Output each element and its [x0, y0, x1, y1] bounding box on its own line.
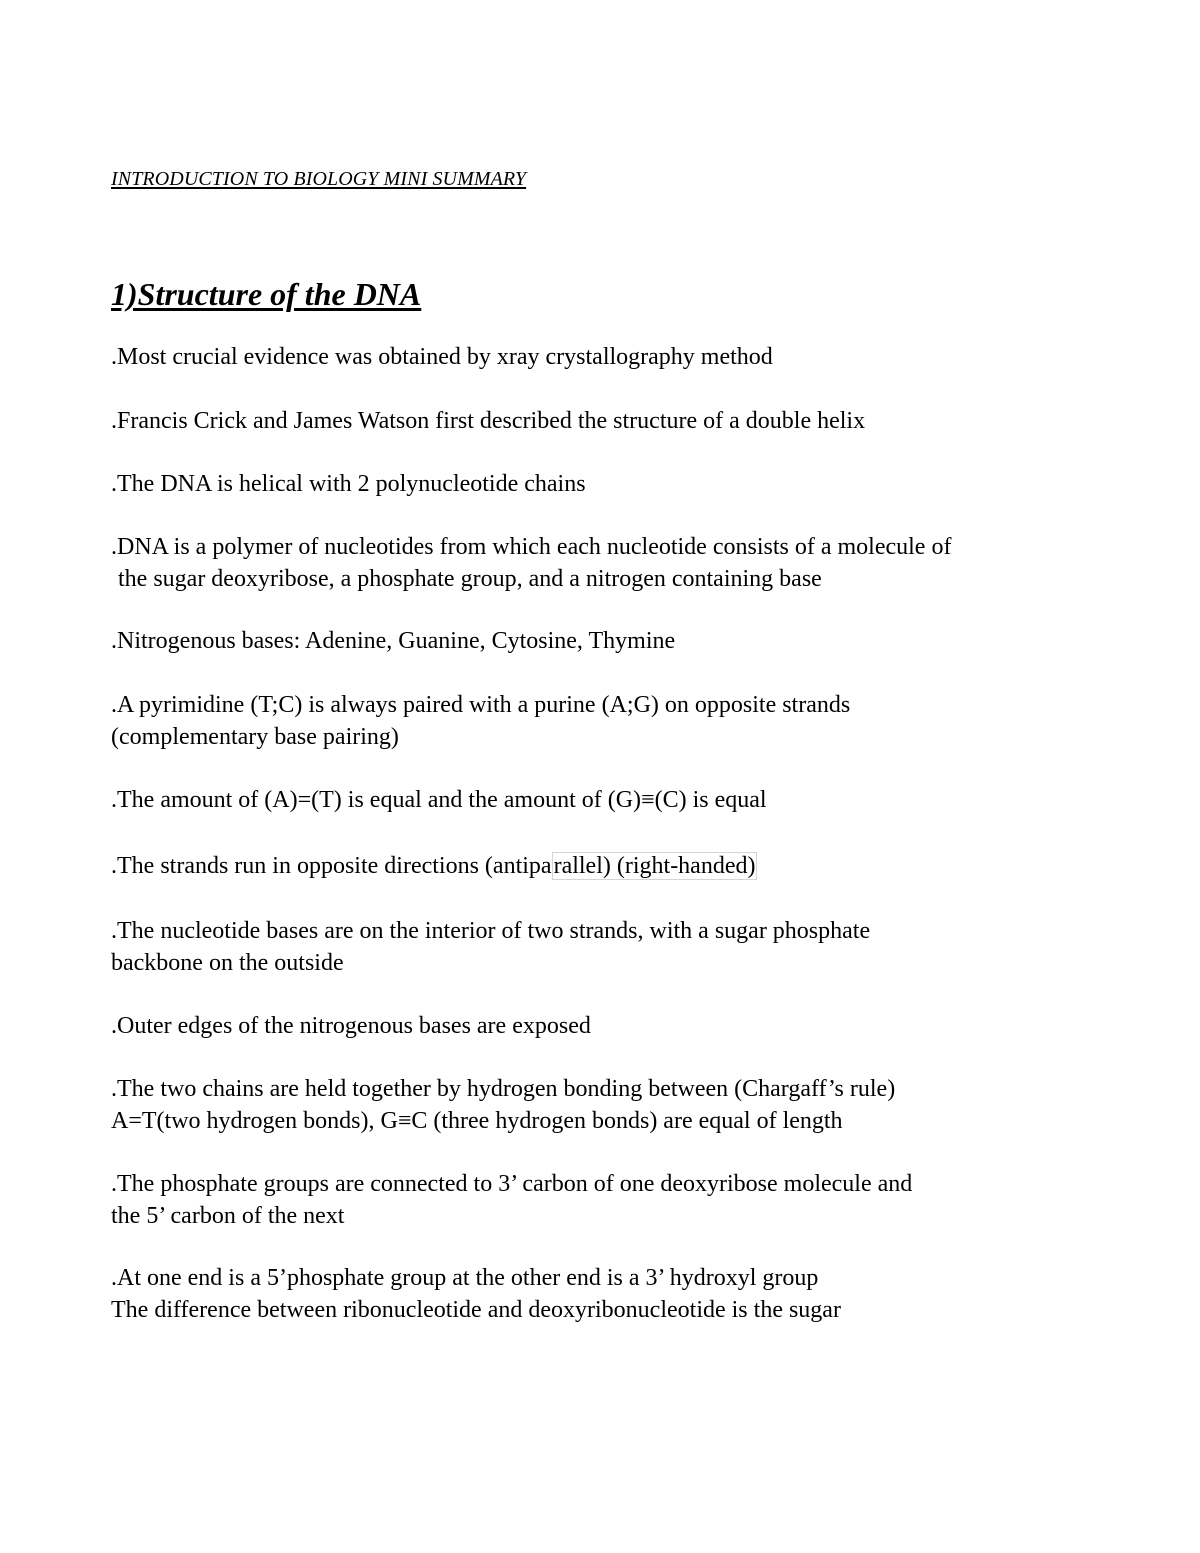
paragraph-line: .At one end is a 5’phosphate group at the other end is a 3’ hydroxyl group [111, 1265, 819, 1291]
paragraph-outer-edges [111, 1010, 1101, 1042]
paragraph-line: .The two chains are held together by hydrogen bonding between (Chargaff’s rule) [111, 1076, 896, 1102]
paragraph-line: .The amount of (A)=(T) is equal and the amount of (G)≡(C) is equal [111, 787, 767, 813]
paragraph-line: The difference between ribonucleotide and deoxyribonucleotide is the sugar [111, 1297, 841, 1323]
paragraph-line: the sugar deoxyribose, a phosphate group, and a nitrogen containing base [118, 566, 822, 592]
paragraph-line: .Outer edges of the nitrogenous bases are exposed [111, 1013, 591, 1039]
section-heading: 1)Structure of the DNA [111, 276, 422, 312]
paragraph-line: .Francis Crick and James Watson first described the structure of a double helix [111, 408, 866, 434]
paragraph-antiparallel [111, 850, 1101, 882]
paragraph-ends [111, 1262, 1101, 1326]
paragraph-line: A=T(two hydrogen bonds), G≡C (three hydrogen bonds) are equal of length [111, 1108, 843, 1134]
paragraph-line: .Most crucial evidence was obtained by xray crystallography method [111, 344, 773, 370]
paragraph-line: .Nitrogenous bases: Adenine, Guanine, Cytosine, Thymine [111, 628, 676, 654]
text-run: .The strands run in opposite directions (antipa [111, 853, 552, 879]
paragraph-line: .DNA is a polymer of nucleotides from which each nucleotide consists of a molecule of [111, 534, 952, 560]
paragraph-polymer [111, 531, 1101, 595]
paragraph-base-pairing [111, 689, 1101, 753]
document-title: INTRODUCTION TO BIOLOGY MINI SUMMARY [111, 168, 527, 190]
paragraph-line: .The phosphate groups are connected to 3’ carbon of one deoxyribose molecule and [111, 1171, 913, 1197]
paragraph-xray-evidence [111, 341, 1101, 373]
paragraph-hydrogen-bonding [111, 1073, 1101, 1137]
paragraph-crick-watson [111, 405, 1101, 437]
paragraph-line: .The nucleotide bases are on the interior of two strands, with a sugar phosphate [111, 918, 871, 944]
paragraph-nitrogenous-bases [111, 625, 1101, 657]
paragraph-line [111, 850, 1101, 882]
paragraph-phosphate-groups [111, 1168, 1101, 1232]
paragraph-line: (complementary base pairing) [111, 724, 399, 750]
paragraph-helical [111, 468, 1101, 500]
paragraph-line: backbone on the outside [111, 950, 344, 976]
paragraph-amounts-equal [111, 784, 1101, 816]
paragraph-line: the 5’ carbon of the next [111, 1203, 345, 1229]
paragraph-interior-bases [111, 915, 1101, 979]
paragraph-line: .A pyrimidine (T;C) is always paired with a purine (A;G) on opposite strands [111, 692, 851, 718]
highlighted-text: rallel) (right-handed) [553, 853, 756, 879]
paragraph-line: .The DNA is helical with 2 polynucleotide chains [111, 471, 586, 497]
